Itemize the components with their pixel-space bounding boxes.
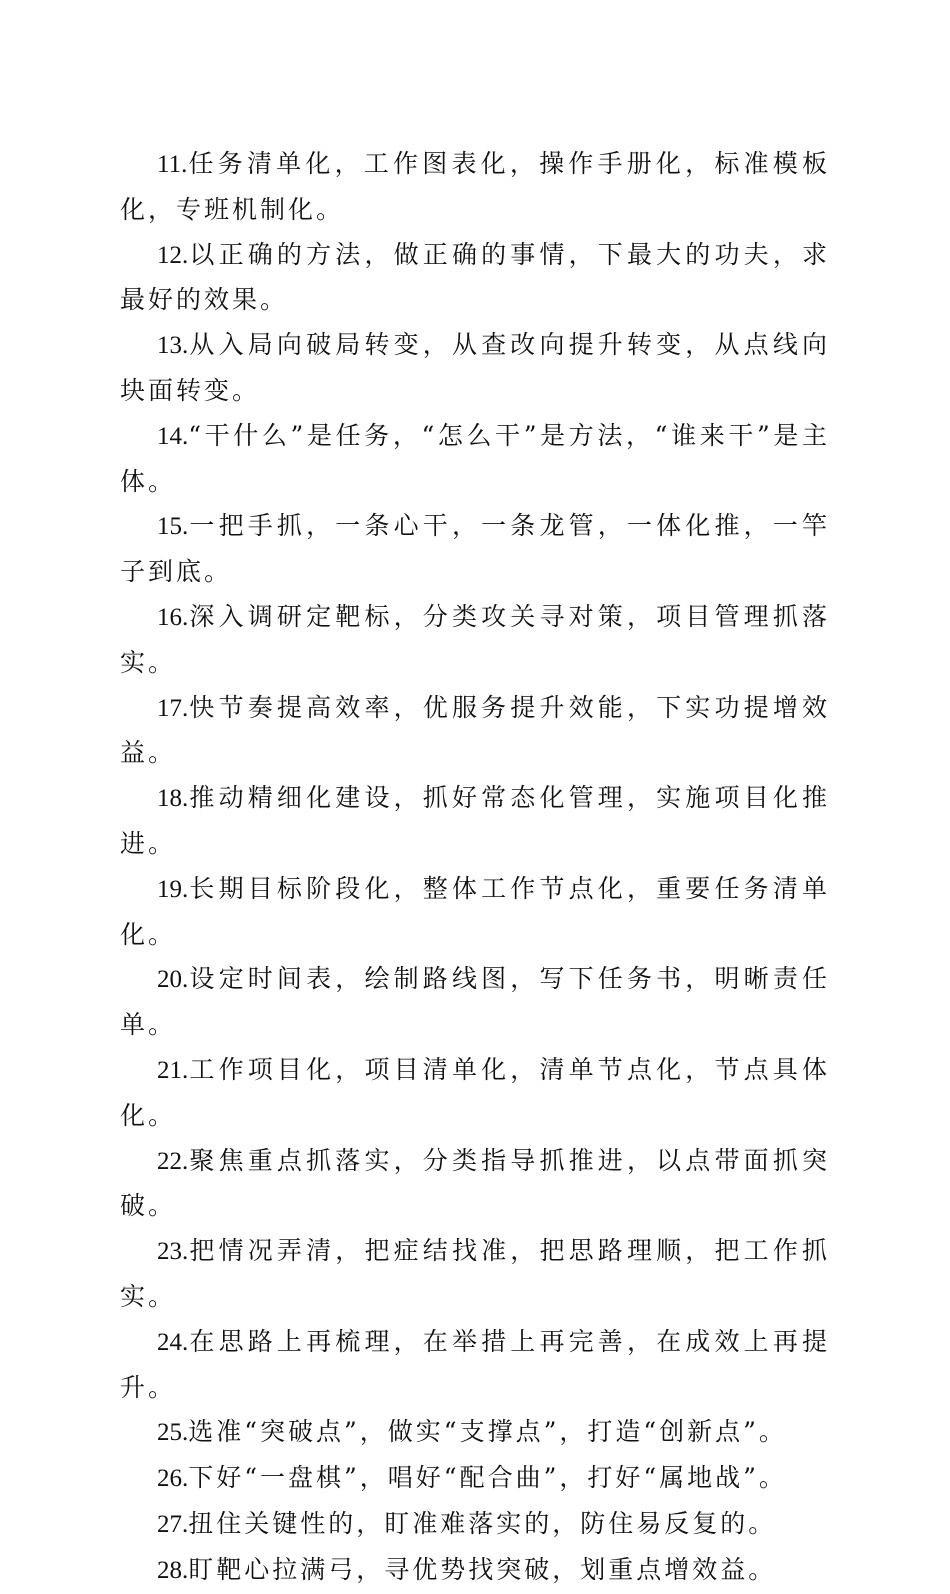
list-item — [120, 504, 830, 595]
item-number: 14. — [157, 422, 189, 450]
item-text: 把情况弄清，把症结找准，把思路理顺，把工作抓实。 — [120, 1236, 830, 1311]
item-number: 25. — [157, 1419, 189, 1447]
list-item — [120, 323, 830, 414]
list-item — [120, 1229, 830, 1320]
item-number: 28. — [157, 1556, 189, 1584]
list-item — [120, 1410, 830, 1456]
list-item — [120, 233, 830, 324]
item-text: 推动精细化建设，抓好常态化管理，实施项目化推进。 — [120, 783, 830, 858]
item-text: 任务清单化，工作图表化，操作手册化，标准模板化，专班机制化。 — [120, 149, 830, 224]
list-item — [120, 142, 830, 233]
item-number: 21. — [157, 1056, 189, 1084]
list-item — [120, 776, 830, 867]
item-text: “干什么”是任务，“怎么干”是方法，“谁来干”是主体。 — [120, 420, 830, 496]
item-number: 19. — [157, 875, 189, 903]
item-number: 11. — [157, 151, 188, 178]
list-item — [120, 1548, 830, 1594]
item-number: 20. — [157, 966, 189, 994]
list-item — [120, 686, 830, 777]
list-item — [120, 1456, 830, 1502]
item-text: 工作项目化，项目清单化，清单节点化，节点具体化。 — [120, 1054, 830, 1130]
item-number: 16. — [157, 603, 189, 631]
list-item — [120, 595, 830, 686]
item-number: 13. — [157, 332, 189, 360]
item-number: 17. — [157, 694, 189, 722]
list-item — [120, 1139, 830, 1230]
item-number: 12. — [157, 241, 189, 269]
item-text: 在思路上再梳理，在举措上再完善，在成效上再提升。 — [120, 1326, 830, 1402]
item-text: 从入局向破局转变，从查改向提升转变，从点线向块面转变。 — [120, 330, 830, 405]
list-item — [120, 414, 830, 505]
item-number: 24. — [157, 1328, 189, 1356]
item-text: 下好“一盘棋”，唱好“配合曲”，打好“属地战”。 — [188, 1463, 787, 1493]
item-text: 快节奏提高效率，优服务提升效能，下实功提增效益。 — [120, 692, 830, 768]
item-text: 长期目标阶段化，整体工作节点化，重要任务清单化。 — [120, 873, 830, 949]
item-number: 15. — [157, 513, 189, 541]
list-item — [120, 1048, 830, 1139]
list-item — [120, 867, 830, 958]
item-text: 选准“突破点”，做实“支撑点”，打造“创新点”。 — [188, 1417, 787, 1447]
item-number: 18. — [157, 785, 189, 813]
item-number: 26. — [157, 1465, 189, 1493]
item-text: 设定时间表，绘制路线图，写下任务书，明晰责任单。 — [120, 964, 830, 1040]
item-text: 聚焦重点抓落实，分类指导抓推进，以点带面抓突破。 — [120, 1145, 830, 1221]
list-item — [120, 1320, 830, 1411]
item-text: 盯靶心拉满弓，寻优势找突破，划重点增效益。 — [188, 1554, 777, 1584]
item-text: 扭住关键性的，盯准难落实的，防住易反复的。 — [188, 1508, 777, 1538]
item-number: 27. — [157, 1510, 189, 1538]
item-text: 以正确的方法，做正确的事情，下最大的功夫，求最好的效果。 — [120, 239, 830, 315]
item-number: 22. — [157, 1147, 189, 1175]
list-item — [120, 1502, 830, 1548]
list-item — [120, 957, 830, 1048]
item-text: 一把手抓，一条心干，一条龙管，一体化推，一竿子到底。 — [120, 511, 830, 587]
item-number: 23. — [157, 1238, 189, 1266]
item-text: 深入调研定靶标，分类攻关寻对策，项目管理抓落实。 — [120, 601, 830, 677]
document-body — [120, 142, 830, 1594]
